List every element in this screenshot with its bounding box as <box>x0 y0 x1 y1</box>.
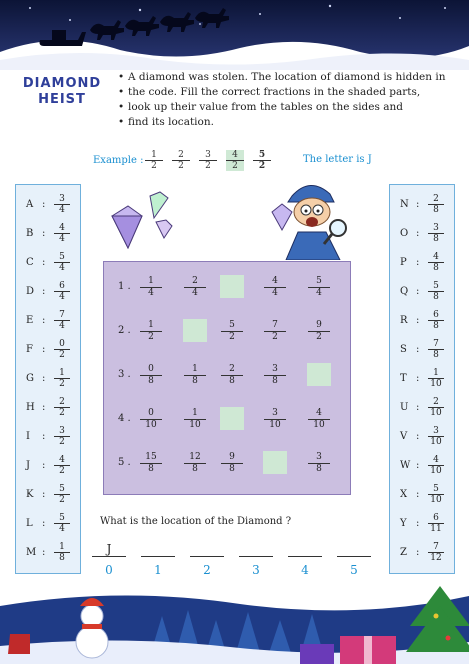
title-line-1: DIAMOND <box>22 76 102 91</box>
lookup-letter: I <box>26 431 30 442</box>
row-label: 4 . <box>118 413 131 424</box>
lookup-fraction: $\frac{1}{2}$ <box>54 368 70 389</box>
worksheet-title <box>14 76 110 108</box>
lookup-entry <box>390 282 454 302</box>
lookup-fraction: $\frac{6}{4}$ <box>54 281 70 302</box>
lookup-fraction: $\frac{7}{8}$ <box>428 339 444 360</box>
lookup-entry <box>16 427 80 447</box>
grid-fraction: $\frac{2}{4}$ <box>184 276 206 299</box>
lookup-entry <box>16 456 80 476</box>
lookup-fraction: $\frac{6}{8}$ <box>428 310 444 331</box>
lookup-entry <box>390 427 454 447</box>
lookup-letter: M <box>26 547 37 558</box>
instructions-list <box>118 70 458 130</box>
grid-fraction: $\frac{1}{4}$ <box>140 276 162 299</box>
lookup-fraction: $\frac{0}{2}$ <box>54 339 70 360</box>
lookup-fraction: $\frac{4}{2}$ <box>54 455 70 476</box>
lookup-letter: H <box>26 402 35 413</box>
grid-fraction: $\frac{12}{8}$ <box>184 452 206 475</box>
lookup-letter: N <box>400 199 409 210</box>
example-label: Example : <box>93 155 144 166</box>
lookup-letter: K <box>26 489 34 500</box>
lookup-fraction: $\frac{2}{2}$ <box>54 397 70 418</box>
instruction-line: • look up their value from the tables on the sides and <box>118 100 458 115</box>
lookup-entry <box>16 282 80 302</box>
grid-fraction: $\frac{15}{8}$ <box>140 452 162 475</box>
lookup-fraction: $\frac{3}{2}$ <box>54 426 70 447</box>
colon: : <box>416 518 420 529</box>
answer-blank-line <box>141 556 175 557</box>
answer-blank-line <box>92 556 126 557</box>
answer-index: 4 <box>301 563 309 577</box>
example-fraction: $\frac{1}{2}$ <box>145 150 163 171</box>
colon: : <box>416 315 420 326</box>
answer-blank-line <box>190 556 224 557</box>
grid-fraction: $\frac{0}{10}$ <box>140 408 162 431</box>
row-label: 5 . <box>118 457 131 468</box>
grid-fraction: $\frac{1}{8}$ <box>184 364 206 387</box>
lookup-fraction: $\frac{1}{10}$ <box>428 368 444 389</box>
lookup-letter: U <box>400 402 409 413</box>
lookup-letter: A <box>26 199 34 210</box>
grid-fraction: $\frac{5}{4}$ <box>308 276 330 299</box>
lookup-letter: Q <box>400 286 409 297</box>
grid-fraction: $\frac{4}{10}$ <box>308 408 330 431</box>
lookup-letter: E <box>26 315 34 326</box>
shaded-blank-cell[interactable] <box>183 319 207 342</box>
diamonds-icon <box>106 190 186 254</box>
row-label: 2 . <box>118 325 131 336</box>
answer-index: 5 <box>350 563 358 577</box>
lookup-fraction: $\frac{5}{10}$ <box>428 484 444 505</box>
lookup-entry <box>390 456 454 476</box>
shaded-blank-cell[interactable] <box>220 275 244 298</box>
lookup-letter: J <box>26 460 31 471</box>
lookup-entry <box>16 311 80 331</box>
lookup-fraction: $\frac{4}{4}$ <box>54 223 70 244</box>
detective-icon <box>268 176 352 260</box>
lookup-entry <box>16 514 80 534</box>
colon: : <box>416 199 420 210</box>
grid-fraction: $\frac{5}{2}$ <box>221 320 243 343</box>
colon: : <box>42 431 46 442</box>
lookup-letter: X <box>400 489 408 500</box>
lookup-entry <box>16 485 80 505</box>
example-fraction: $\frac{2}{2}$ <box>172 150 190 171</box>
lookup-letter: P <box>400 257 407 268</box>
lookup-letter: F <box>26 344 33 355</box>
answer-blank-line <box>288 556 322 557</box>
grid-fraction: $\frac{3}{8}$ <box>264 364 286 387</box>
lookup-entry <box>390 195 454 215</box>
lookup-fraction: $\frac{4}{8}$ <box>428 252 444 273</box>
grid-fraction: $\frac{1}{10}$ <box>184 408 206 431</box>
shaded-blank-cell[interactable] <box>263 451 287 474</box>
lookup-fraction: $\frac{1}{8}$ <box>54 542 70 563</box>
lookup-entry <box>390 398 454 418</box>
row-label: 3 . <box>118 369 131 380</box>
instruction-line: • A diamond was stolen. The location of diamond is hidden in <box>118 70 458 85</box>
lookup-entry <box>390 311 454 331</box>
lookup-fraction: $\frac{3}{8}$ <box>428 223 444 244</box>
colon: : <box>42 460 46 471</box>
instruction-line: • find its location. <box>118 115 458 130</box>
lookup-entry <box>390 369 454 389</box>
lookup-entry <box>390 514 454 534</box>
colon: : <box>42 286 46 297</box>
answer-letter[interactable]: J <box>106 542 112 556</box>
lookup-entry <box>16 253 80 273</box>
lookup-fraction: $\frac{4}{10}$ <box>428 455 444 476</box>
lookup-fraction: $\frac{7}{4}$ <box>54 310 70 331</box>
lookup-entry <box>16 224 80 244</box>
lookup-entry <box>16 398 80 418</box>
colon: : <box>42 402 46 413</box>
lookup-letter: O <box>400 228 409 239</box>
instruction-line: • the code. Fill the correct fractions in the shaded parts, <box>118 85 458 100</box>
colon: : <box>416 373 420 384</box>
shaded-blank-cell[interactable] <box>307 363 331 386</box>
colon: : <box>42 547 46 558</box>
lookup-letter: D <box>26 286 35 297</box>
answer-index: 3 <box>252 563 260 577</box>
lookup-letter: L <box>26 518 33 529</box>
grid-fraction: $\frac{2}{8}$ <box>221 364 243 387</box>
colon: : <box>416 257 420 268</box>
example-fraction-shaded: $\frac{4}{2}$ <box>226 150 244 171</box>
answer-index: 2 <box>203 563 211 577</box>
colon: : <box>42 257 46 268</box>
grid-fraction: $\frac{9}{8}$ <box>221 452 243 475</box>
answer-index: 0 <box>105 563 113 577</box>
row-label: 1 . <box>118 281 131 292</box>
lookup-letter: S <box>400 344 407 355</box>
lookup-entry <box>390 543 454 563</box>
lookup-fraction: $\frac{2}{8}$ <box>428 194 444 215</box>
example-fraction: $\frac{5}{2}$ <box>253 150 271 171</box>
lookup-letter: R <box>400 315 408 326</box>
lookup-fraction: $\frac{2}{10}$ <box>428 397 444 418</box>
grid-fraction: $\frac{9}{2}$ <box>308 320 330 343</box>
lookup-entry <box>390 224 454 244</box>
colon: : <box>42 489 46 500</box>
fraction-puzzle-grid <box>103 261 351 495</box>
grid-fraction: $\frac{1}{2}$ <box>140 320 162 343</box>
lookup-entry <box>390 340 454 360</box>
lookup-fraction: $\frac{7}{12}$ <box>428 542 444 563</box>
colon: : <box>42 373 46 384</box>
lookup-letter: G <box>26 373 34 384</box>
grid-fraction: $\frac{3}{10}$ <box>264 408 286 431</box>
lookup-fraction: $\frac{5}{2}$ <box>54 484 70 505</box>
lookup-fraction: $\frac{6}{11}$ <box>428 513 444 534</box>
lookup-letter: W <box>400 460 411 471</box>
title-line-2: HEIST <box>38 92 86 107</box>
lookup-letter: Z <box>400 547 407 558</box>
night-sky-header <box>0 0 469 70</box>
colon: : <box>416 489 420 500</box>
colon: : <box>416 431 420 442</box>
colon: : <box>42 315 46 326</box>
colon: : <box>42 199 46 210</box>
lookup-letter: T <box>400 373 407 384</box>
lookup-entry <box>390 253 454 273</box>
lookup-letter: B <box>26 228 34 239</box>
colon: : <box>416 286 420 297</box>
lookup-fraction: $\frac{5}{4}$ <box>54 252 70 273</box>
lookup-entry <box>16 195 80 215</box>
lookup-fraction: $\frac{3}{4}$ <box>54 194 70 215</box>
grid-fraction: $\frac{0}{8}$ <box>140 364 162 387</box>
lookup-entry <box>16 543 80 563</box>
example-fraction: $\frac{3}{2}$ <box>199 150 217 171</box>
lookup-letter: C <box>26 257 34 268</box>
colon: : <box>416 460 420 471</box>
lookup-entry <box>390 485 454 505</box>
lookup-letter: V <box>400 431 408 442</box>
grid-fraction: $\frac{4}{4}$ <box>264 276 286 299</box>
shaded-blank-cell[interactable] <box>220 407 244 430</box>
lookup-entry <box>16 369 80 389</box>
grid-fraction: $\frac{3}{8}$ <box>308 452 330 475</box>
example-row <box>93 150 423 180</box>
colon: : <box>416 228 420 239</box>
question-text: What is the location of the Diamond ? <box>100 516 292 527</box>
example-result: The letter is J <box>303 154 372 165</box>
right-lookup-table <box>389 184 455 574</box>
lookup-letter: Y <box>400 518 407 529</box>
winter-footer-scene <box>0 586 469 664</box>
lookup-fraction: $\frac{3}{10}$ <box>428 426 444 447</box>
answer-index: 1 <box>154 563 162 577</box>
colon: : <box>416 547 420 558</box>
grid-fraction: $\frac{7}{2}$ <box>264 320 286 343</box>
left-lookup-table <box>15 184 81 574</box>
colon: : <box>42 344 46 355</box>
colon: : <box>416 402 420 413</box>
boots-icon <box>8 634 30 654</box>
lookup-fraction: $\frac{5}{8}$ <box>428 281 444 302</box>
answer-blank-line <box>337 556 371 557</box>
colon: : <box>416 344 420 355</box>
answer-blank-line <box>239 556 273 557</box>
lookup-entry <box>16 340 80 360</box>
colon: : <box>42 518 46 529</box>
lookup-fraction: $\frac{5}{4}$ <box>54 513 70 534</box>
colon: : <box>42 228 46 239</box>
